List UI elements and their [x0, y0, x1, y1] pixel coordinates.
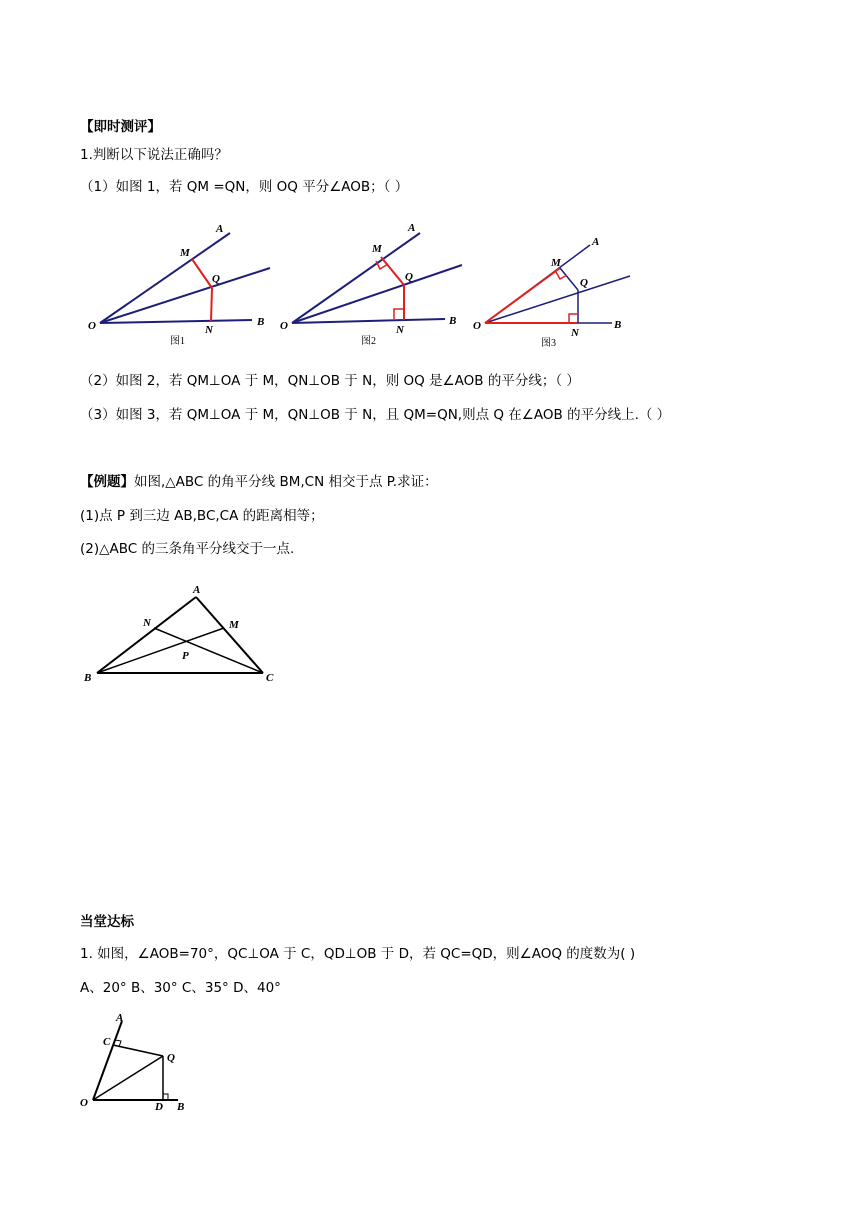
question-1-item-2: （2）如图 2，若 QM⊥OA 于 M，QN⊥OB 于 N，则 OQ 是∠AOB 的平分线；（ ） [80, 373, 580, 389]
fig3-label-a: A [592, 236, 600, 248]
fig1-label-o: O [88, 320, 96, 332]
example-part-2: (2)△ABC 的三条角平分线交于一点. [80, 541, 295, 557]
fig2-label-a: A [408, 222, 416, 234]
fig1-label-n: N [205, 324, 213, 336]
question-1-item-3: （3）如图 3，若 QM⊥OA 于 M，QN⊥OB 于 N，且 QM=QN,则点 Q 在∠AOB 的平分线上.（ ） [80, 407, 671, 423]
fig3-label-b: B [614, 319, 622, 331]
fig2-label-b: B [449, 315, 457, 327]
fig2-label-m: M [372, 243, 382, 255]
example-part-1: (1)点 P 到三边 AB,BC,CA 的距离相等； [80, 508, 324, 524]
practice-label-q: Q [167, 1052, 175, 1064]
practice-label-a: A [116, 1012, 124, 1024]
practice-label-d: D [155, 1101, 163, 1113]
triangle-label-n: N [143, 617, 151, 629]
question-1: 1.判断以下说法正确吗？ [80, 147, 228, 163]
practice-label-c: C [103, 1036, 111, 1048]
question-1-item-1: （1）如图 1，若 QM =QN，则 OQ 平分∠AOB；（ ） [80, 179, 409, 195]
fig1-label-a: A [216, 223, 224, 235]
fig1-caption: 图1 [170, 336, 185, 347]
fig2-label-o: O [280, 320, 288, 332]
fig1-label-m: M [180, 247, 190, 259]
fig3-label-m: M [551, 257, 561, 269]
practice-heading: 当堂达标 [80, 914, 134, 930]
fig2-label-q: Q [405, 271, 413, 283]
fig3-label-q: Q [580, 277, 588, 289]
fig1-label-q: Q [212, 273, 220, 285]
fig2-caption: 图2 [361, 336, 376, 347]
practice-label-o: O [80, 1097, 88, 1109]
triangle-label-c: C [266, 672, 274, 684]
fig2-label-n: N [396, 324, 404, 336]
fig3-label-n: N [571, 327, 579, 339]
practice-question-1: 1. 如图，∠AOB=70°，QC⊥OA 于 C，QD⊥OB 于 D，若 QC=QD，则∠AOQ 的度数为( ) [80, 946, 636, 962]
section-heading: 【即时测评】 [80, 119, 161, 135]
fig1-label-b: B [257, 316, 265, 328]
triangle-label-p: P [182, 650, 189, 662]
example-prefix: 【例题】 [80, 474, 134, 490]
triangle-label-m: M [229, 619, 239, 631]
triangle-label-b: B [84, 672, 92, 684]
practice-options: A、20° B、30° C、35° D、40° [80, 980, 281, 996]
triangle-label-a: A [193, 584, 201, 596]
fig3-label-o: O [473, 320, 481, 332]
practice-label-b: B [177, 1101, 185, 1113]
fig3-caption: 图3 [541, 338, 556, 349]
example-text: 如图,△ABC 的角平分线 BM,CN 相交于点 P.求证： [134, 474, 438, 490]
